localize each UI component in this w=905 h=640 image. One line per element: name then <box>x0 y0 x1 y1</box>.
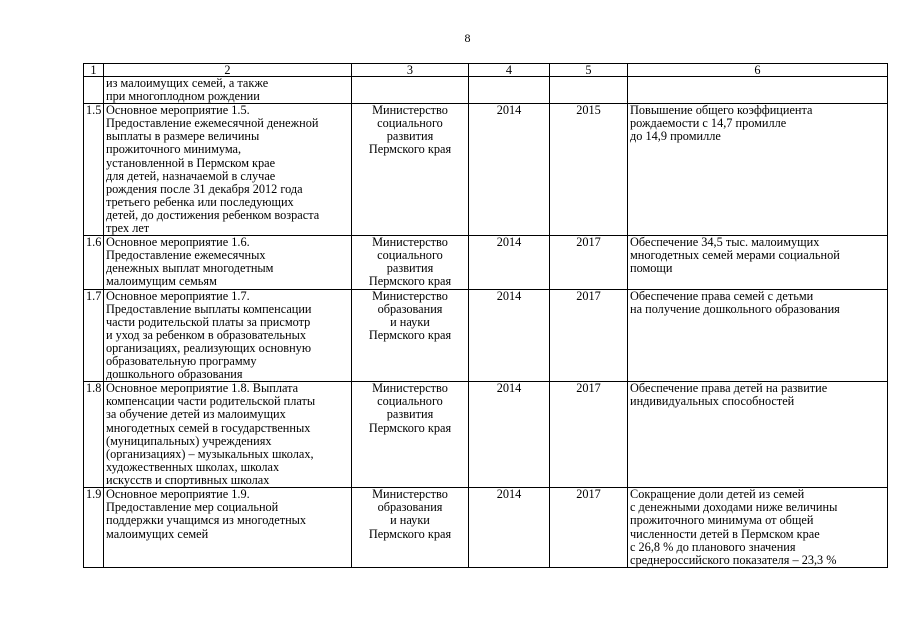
measures-table <box>83 63 888 568</box>
header-row <box>84 64 888 77</box>
measure-name: Основное мероприятие 1.7. Предоставление выплаты компенсации части родительской платы за присмотр и уход за ребенком в образовательных организациях, реализующих основную образовательную программу дошкольного образования <box>104 289 352 382</box>
table-row <box>84 236 888 289</box>
table-row <box>84 382 888 488</box>
end-year: 2017 <box>550 236 628 289</box>
table-row <box>84 488 888 568</box>
header-cell: 1 <box>84 64 104 77</box>
start-year: 2014 <box>469 236 550 289</box>
end-year <box>550 77 628 104</box>
header-cell: 2 <box>104 64 352 77</box>
expected-result: Обеспечение 34,5 тыс. малоимущих многодетных семей мерами социальной помощи <box>628 236 888 289</box>
header-cell: 6 <box>628 64 888 77</box>
header-cell: 3 <box>352 64 469 77</box>
start-year: 2014 <box>469 382 550 488</box>
row-number <box>84 77 104 104</box>
start-year: 2014 <box>469 289 550 382</box>
expected-result: Обеспечение права детей на развитие индивидуальных способностей <box>628 382 888 488</box>
row-number: 1.9 <box>84 488 104 568</box>
header-cell: 4 <box>469 64 550 77</box>
end-year: 2017 <box>550 488 628 568</box>
row-number: 1.7 <box>84 289 104 382</box>
executor: Министерство социального развития Пермского края <box>352 382 469 488</box>
expected-result: Сокращение доли детей из семей с денежными доходами ниже величины прожиточного минимума от общей численности детей в Пермском крае с 26,8 % до планового значения среднероссийского показателя – 23,3 % <box>628 488 888 568</box>
executor: Министерство социального развития Пермского края <box>352 104 469 236</box>
executor: Министерство образования и науки Пермского края <box>352 289 469 382</box>
row-number: 1.8 <box>84 382 104 488</box>
measure-name: Основное мероприятие 1.8. Выплата компенсации части родительской платы за обучение детей из малоимущих многодетных семей в государственных (муниципальных) учреждениях (организациях) – музыкальных школах, художественных школах, школах искусств и спортивных школах <box>104 382 352 488</box>
row-number: 1.6 <box>84 236 104 289</box>
executor <box>352 77 469 104</box>
expected-result: Повышение общего коэффициента рождаемости с 14,7 промилле до 14,9 промилле <box>628 104 888 236</box>
start-year <box>469 77 550 104</box>
end-year: 2017 <box>550 289 628 382</box>
row-number: 1.5 <box>84 104 104 236</box>
table-row <box>84 289 888 382</box>
page-number: 8 <box>464 31 471 45</box>
end-year: 2015 <box>550 104 628 236</box>
table-row <box>84 104 888 236</box>
measure-name: из малоимущих семей, а также при многоплодном рождении <box>104 77 352 104</box>
expected-result: Обеспечение права семей с детьми на получение дошкольного образования <box>628 289 888 382</box>
start-year: 2014 <box>469 104 550 236</box>
measure-name: Основное мероприятие 1.5. Предоставление ежемесячной денежной выплаты в размере величины прожиточного минимума, установленной в Пермском крае для детей, назначаемой в случае рождения после 31 декабря 2012 года третьего ребенка или последующих детей, до достижения ребенком возраста трех лет <box>104 104 352 236</box>
header-cell: 5 <box>550 64 628 77</box>
expected-result <box>628 77 888 104</box>
table-row <box>84 77 888 104</box>
executor: Министерство образования и науки Пермского края <box>352 488 469 568</box>
start-year: 2014 <box>469 488 550 568</box>
measure-name: Основное мероприятие 1.6. Предоставление ежемесячных денежных выплат многодетным малоимущим семьям <box>104 236 352 289</box>
executor: Министерство социального развития Пермского края <box>352 236 469 289</box>
measure-name: Основное мероприятие 1.9. Предоставление мер социальной поддержки учащимся из многодетных малоимущих семей <box>104 488 352 568</box>
end-year: 2017 <box>550 382 628 488</box>
